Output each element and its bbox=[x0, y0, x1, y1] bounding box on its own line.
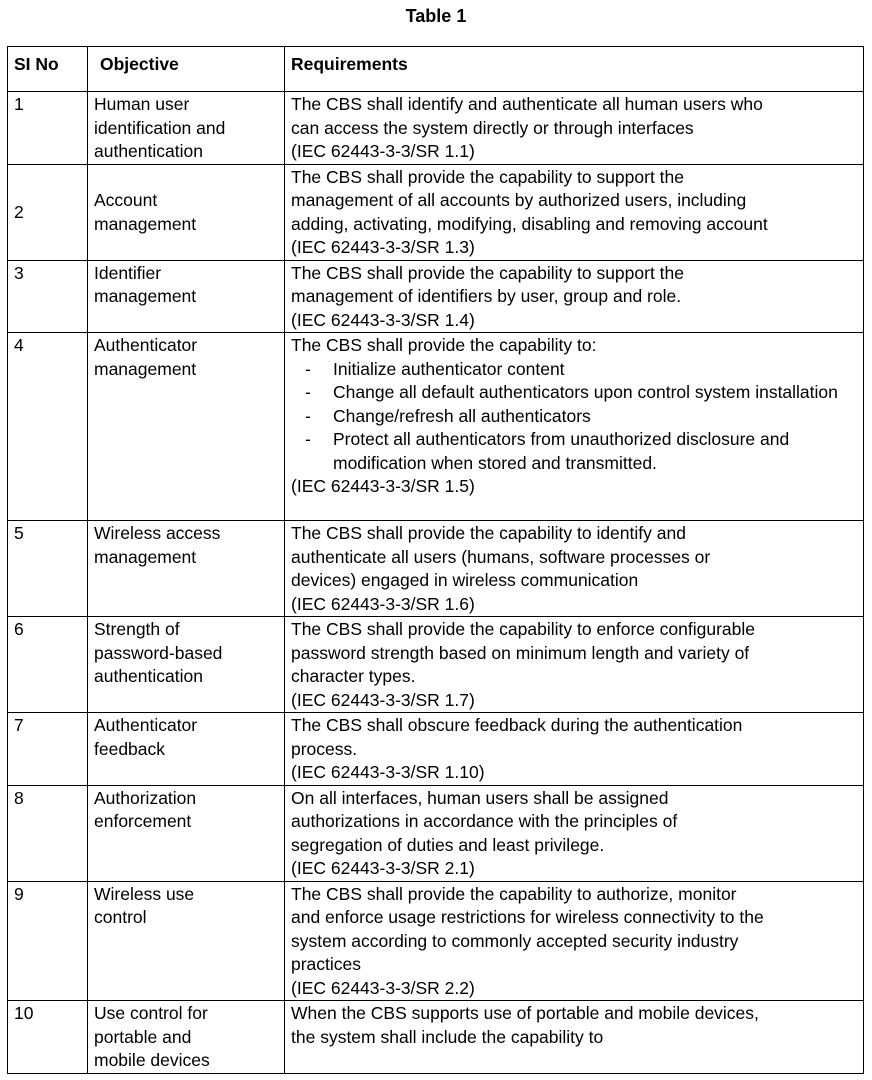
table-row bbox=[8, 333, 864, 521]
sl-no-cell: 6 bbox=[8, 617, 88, 713]
list-item: - Change/refresh all authenticators bbox=[305, 405, 858, 429]
sl-no-cell: 4 bbox=[8, 333, 88, 521]
requirement-text: When the CBS supports use of portable and mobile devices, the system shall include the capability to bbox=[291, 1003, 759, 1047]
objective-cell: Identifier management bbox=[88, 260, 285, 333]
objective-cell: Wireless use control bbox=[88, 881, 285, 1001]
objective-cell: Use control for portable and mobile devices bbox=[88, 1001, 285, 1074]
list-item: - Change all default authenticators upon control system installation bbox=[305, 381, 858, 405]
list-item: - Initialize authenticator content bbox=[305, 358, 858, 382]
objective-cell: Wireless access management bbox=[88, 521, 285, 617]
sl-no-cell: 3 bbox=[8, 260, 88, 333]
sl-no-cell: 9 bbox=[8, 881, 88, 1001]
header-objective: Objective bbox=[88, 47, 285, 92]
table-row bbox=[8, 617, 864, 713]
table-row bbox=[8, 260, 864, 333]
objective-cell: Authenticator feedback bbox=[88, 713, 285, 786]
standard-reference: (IEC 62443-3-3/SR 2.1) bbox=[291, 858, 475, 878]
standard-reference: (IEC 62443-3-3/SR 1.7) bbox=[291, 689, 475, 710]
authenticator-capability-list bbox=[291, 358, 858, 476]
requirement-text: The CBS shall provide the capability to support the management of all accounts by authorized users, including adding, activating, modifying, disabling and removing account bbox=[291, 166, 768, 234]
standard-reference: (IEC 62443-3-3/SR 1.1) bbox=[291, 141, 475, 161]
table-row bbox=[8, 881, 864, 1001]
requirement-text: The CBS shall provide the capability to: bbox=[291, 335, 597, 355]
requirement-cell bbox=[285, 92, 864, 165]
sl-no-cell: 1 bbox=[8, 92, 88, 165]
requirement-cell bbox=[285, 881, 864, 1001]
requirement-cell bbox=[285, 1001, 864, 1074]
objective-cell: Authenticator management bbox=[88, 333, 285, 521]
requirement-text: The CBS shall provide the capability to support the management of identifiers by user, group and role. bbox=[291, 262, 684, 306]
table-row bbox=[8, 785, 864, 881]
standard-reference: (IEC 62443-3-3/SR 2.2) bbox=[291, 977, 475, 998]
standard-reference: (IEC 62443-3-3/SR 1.4) bbox=[291, 309, 475, 330]
table-row bbox=[8, 1001, 864, 1074]
requirement-cell bbox=[285, 164, 864, 260]
header-requirements: Requirements bbox=[285, 47, 864, 92]
header-sl-no: SI No bbox=[8, 47, 88, 92]
requirement-text: The CBS shall identify and authenticate all human users who can access the system directly or through interfaces bbox=[291, 94, 763, 138]
list-item: - Protect all authenticators from unauthorized disclosure and modification when stored and transmitted. bbox=[305, 428, 858, 475]
objective-cell: Strength of password-based authentication bbox=[88, 617, 285, 713]
requirement-text: The CBS shall provide the capability to identify and authenticate all users (humans, software processes or devices) engaged in wireless communication bbox=[291, 523, 711, 590]
standard-reference: (IEC 62443-3-3/SR 1.6) bbox=[291, 593, 475, 614]
objective-cell: Human user identification and authentication bbox=[88, 92, 285, 165]
requirement-cell bbox=[285, 617, 864, 713]
standard-reference: (IEC 62443-3-3/SR 1.5) bbox=[291, 476, 475, 496]
standard-reference: (IEC 62443-3-3/SR 1.3) bbox=[291, 237, 475, 257]
requirement-cell bbox=[285, 333, 864, 521]
objective-cell: Authorization enforcement bbox=[88, 785, 285, 881]
sl-no-cell: 10 bbox=[8, 1001, 88, 1074]
table-row bbox=[8, 713, 864, 786]
requirement-text: On all interfaces, human users shall be assigned authorizations in accordance with the principles of segregation of duties and least privilege. bbox=[291, 787, 678, 855]
sl-no-cell: 2 bbox=[8, 164, 88, 260]
requirement-text: The CBS shall provide the capability to authorize, monitor and enforce usage restrictions for wireless connectivity to the system according to commonly accepted security industry practices bbox=[291, 883, 764, 974]
sl-no-cell: 7 bbox=[8, 713, 88, 786]
table-row bbox=[8, 164, 864, 260]
sl-no-cell: 5 bbox=[8, 521, 88, 617]
requirement-cell bbox=[285, 785, 864, 881]
requirement-text: The CBS shall obscure feedback during the authentication process. bbox=[291, 715, 743, 759]
requirement-cell bbox=[285, 521, 864, 617]
requirement-cell bbox=[285, 713, 864, 786]
objective-cell: Account management bbox=[88, 164, 285, 260]
table-header-row bbox=[8, 47, 864, 92]
requirement-cell bbox=[285, 260, 864, 333]
table-row bbox=[8, 92, 864, 165]
standard-reference: (IEC 62443-3-3/SR 1.10) bbox=[291, 762, 485, 782]
table-row bbox=[8, 521, 864, 617]
requirements-table bbox=[7, 46, 864, 1074]
requirement-text: The CBS shall provide the capability to enforce configurable password strength based on minimum length and variety of character types. bbox=[291, 619, 756, 686]
table-caption: Table 1 bbox=[405, 6, 467, 26]
sl-no-cell: 8 bbox=[8, 785, 88, 881]
